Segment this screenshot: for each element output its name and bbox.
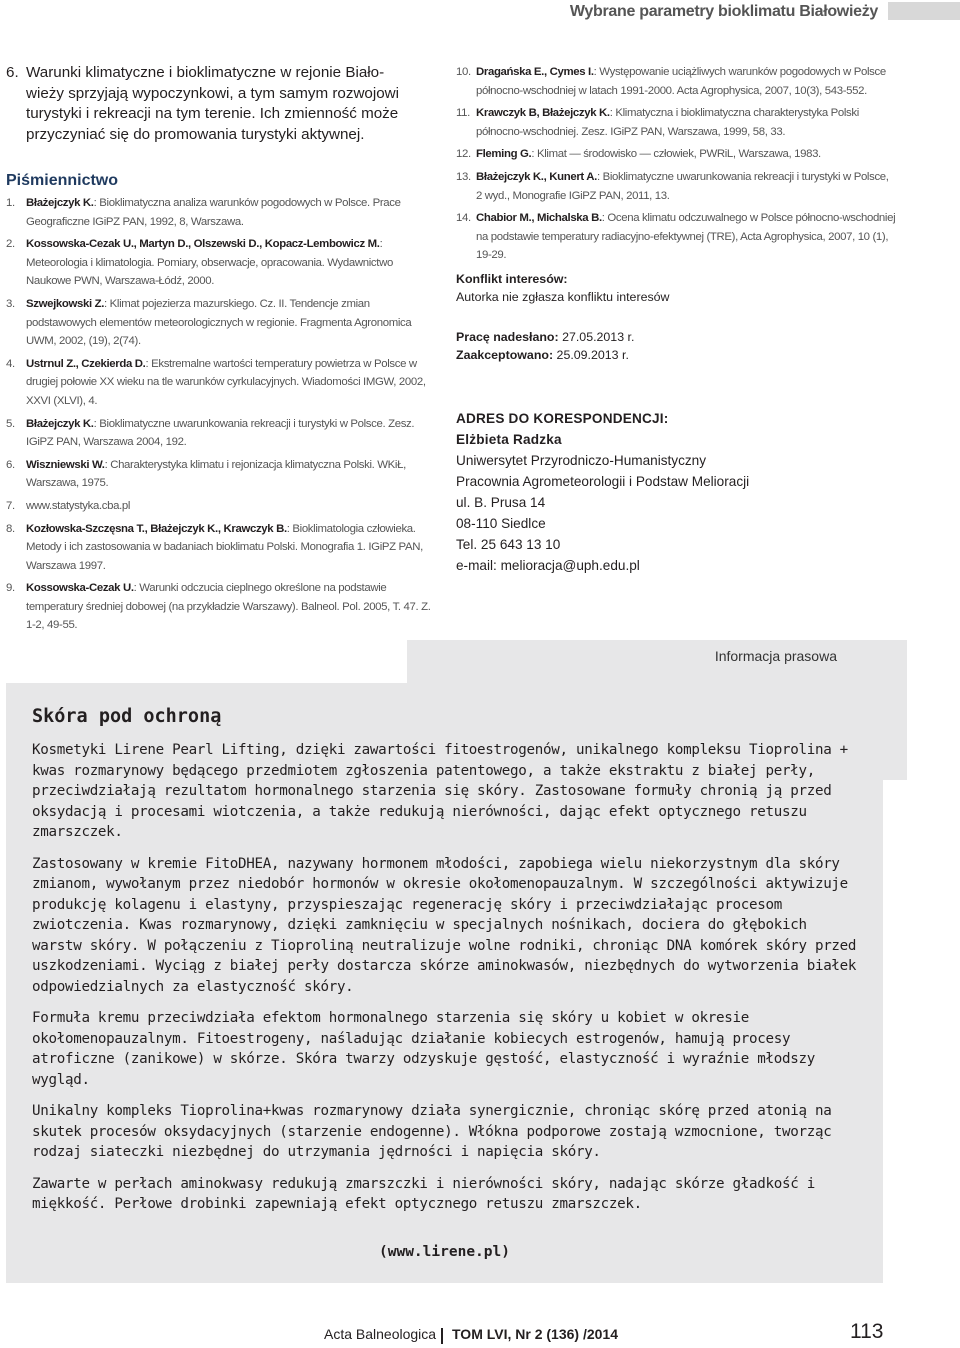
references-heading: Piśmiennictwo bbox=[6, 172, 119, 189]
submission-dates bbox=[456, 328, 896, 364]
running-header-title: Wybrane parametry bioklimatu Białowieży bbox=[569, 3, 878, 20]
reference-item: 1. Błażejczyk K.: Bioklimatyczna analiza warunków pogodowych w Polsce. Prace Geograficzne IGiPZ PAN, 1992, 8, Warszawa. bbox=[6, 197, 401, 228]
footer-divider bbox=[441, 1328, 443, 1344]
press-title: Skóra pod ochroną bbox=[32, 706, 222, 727]
reference-item: 6. Wiszniewski W.: Charakterystyka klimatu i rejonizacja klimatyczna Polski. WKiŁ, Warszawa, 1975. bbox=[6, 458, 406, 490]
conclusion-item bbox=[6, 63, 436, 145]
received-date: 27.05.2013 r. bbox=[562, 330, 635, 344]
reference-url[interactable]: www.statystyka.cba.pl bbox=[26, 499, 131, 512]
header-decoration-bar bbox=[888, 2, 960, 20]
reference-item: 13. Błażejczyk K., Kunert A.: Bioklimatyczne uwarunkowania rekreacji i turystyki w Polsce, 2 wyd., Monografie IGiPZ PAN, 2011, 13. bbox=[456, 170, 889, 202]
journal-name: Acta Balneologica bbox=[324, 1326, 437, 1342]
press-paragraph: Kosmetyki Lirene Pearl Lifting, dzięki zawartości fitoestrogenów, unikalnego kompleksu Tioprolina + kwas rozmarynowy będącego przedmiotem zgłoszenia patentowego, a także ekstraktu z białej perły, przeciwdziałają rezultatom hormonalnego starzenia się skóry. Zastosowane formuły chronią ją przed oksydacją i procesami wiotczenia, a także redukują nierówności, dając efekt optycznego retuszu zmarszczek. bbox=[32, 742, 848, 840]
address-line: 08-110 Siedlce bbox=[456, 516, 546, 531]
reference-item: 8. Kozłowska-Szczęsna T., Błażejczyk K., Krawczyk B.: Bioklimatologia człowieka. Metody i ich zastosowania w badaniach bioklimatu Polski. Monografia 1. IGiPZ PAN, Warszawa 1997. bbox=[6, 522, 423, 572]
reference-item: 5. Błażejczyk K.: Bioklimatyczne uwarunkowania rekreacji i turystyki w Polsce. Zesz. IGiPZ PAN, Warszawa 2004, 192. bbox=[6, 417, 415, 449]
press-paragraph: Formuła kremu przeciwdziała efektom hormonalnego starzenia się skóry u kobiet w okresie okołomenopauzalnym. Fitoestrogeny, naśladując działanie kobiecych estrogenów, hamują procesy atroficzne (zanikowe) w skórze. Skóra twarzy odzyskuje gęstość, elastyczność i wyraźnie młodszy wygląd. bbox=[32, 1010, 815, 1088]
references-list-right bbox=[456, 63, 896, 269]
reference-item: 4. Ustrnul Z., Czekierda D.: Ekstremalne wartości temperatury powietrza w Polsce w drugiej połowie XX wieku na tle warunków cyrkulacyjnych. Wiadomości IMGW, 2002, XXVI (XLVI), 4. bbox=[6, 357, 426, 407]
conclusion-line: Warunki klimatyczne i bioklimatyczne w rejonie Biało- bbox=[26, 64, 385, 81]
conclusion-line: przyczyniać się do promowania turystyki aktywnej. bbox=[26, 125, 365, 143]
reference-item: 7. www.statystyka.cba.pl bbox=[6, 499, 131, 512]
conflict-title: Konflikt interesów: bbox=[456, 272, 568, 286]
press-info-label: Informacja prasowa bbox=[714, 648, 837, 664]
phone: Tel. 25 643 13 10 bbox=[456, 537, 561, 552]
reference-item: 11. Krawczyk B, Błażejczyk K.: Klimatyczna i bioklimatyczna charakterystyka Polski północno-wschodniej. Zesz. IGiPZ PAN, Warszawa, 1999, 58, 33. bbox=[456, 107, 859, 138]
conclusion-line: wieży sprzyjają wypoczynkowi, a tym samym rozwojowi bbox=[26, 84, 400, 102]
references-list-left bbox=[6, 194, 434, 639]
address-line: Uniwersytet Przyrodniczo-Humanistyczny bbox=[456, 453, 707, 468]
correspondence-address bbox=[456, 408, 896, 576]
reference-item: 9. Kossowska-Cezak U.: Warunki odczucia cieplnego określone na podstawie temperatury średniej dobowej (na przykładzie Warszawy). Balneol. Pol. 2005, T. 47. Z. 1-2, 49-55. bbox=[6, 582, 431, 632]
conflict-of-interest bbox=[456, 270, 896, 306]
accepted-date: 25.09.2013 r. bbox=[556, 348, 629, 362]
email-link[interactable]: e-mail: melioracja@uph.edu.pl bbox=[456, 558, 640, 573]
page-footer bbox=[0, 1320, 960, 1348]
reference-item: 14. Chabior M., Michalska B.: Ocena klimatu odczuwalnego w Polsce północno-wschodniej na podstawie temperatury radiacyjno-efektywnej (TRE), Acta Agrophysica, 2007, 10 (1), 19-29. bbox=[456, 212, 896, 262]
address-line: Pracownia Agrometeorologii i Podstaw Melioracji bbox=[456, 474, 750, 489]
press-paragraph: Unikalny kompleks Tioprolina+kwas rozmarynowy działa synergicznie, chroniąc skórę przed atonią na skutek procesów oksydacyjnych (starzenie endogenne). Włókna podporowe zostają wzmocnione, tworząc rodzaj siateczki niezbędnej do utrzymania jędrności i napięcia skóry. bbox=[32, 1103, 832, 1160]
press-website-link[interactable]: (www.lirene.pl) bbox=[379, 1244, 510, 1260]
conclusion-number: 6. bbox=[6, 64, 19, 81]
conflict-text: Autorka nie zgłasza konfliktu interesów bbox=[456, 290, 670, 304]
reference-item: 12. Fleming G.: Klimat — środowisko — człowiek, PWRiL, Warszawa, 1983. bbox=[456, 148, 821, 161]
accepted-label: Zaakceptowano: bbox=[456, 348, 554, 362]
press-paragraph: Zastosowany w kremie FitoDHEA, nazywany hormonem młodości, zapobiega wielu niekorzystnym dla skóry zmianom, wywołanym przez niedobór hormonów w okresie okołomenopauzalnym. W szczególności aktywizuje produkcję kolagenu i elastyny, przyspieszając regenerację skóry i przeciwdziałając procesom zwiotczenia. Kwas rozmarynowy, dzięki zamknięciu w specjalnych nośnikach, dociera do głębokich warstw skóry. W połączeniu z Tioproliną neutralizuje wolne rodniki, chroniąc DNA komórek skóry przed uszkodzeniami. Wyciąg z białej perły dostarcza skórze aminokwasów, niezbędnych do wytworzenia białek odpowiedzialnych za elastyczność skóry. bbox=[32, 855, 857, 995]
page-number: 113 bbox=[850, 1320, 884, 1343]
reference-item: 3. Szwejkowski Z.: Klimat pojezierza mazurskiego. Cz. II. Tendencje zmian podstawowych elementów meteorologicznych w regionie. Fragmenta Agronomica UWM, 2002, (19), 2(74). bbox=[6, 297, 412, 348]
reference-item: 2. Kossowska-Cezak U., Martyn D., Olszewski D., Kopacz-Lembowicz M.: Meteorologia i klimatologia. Pomiary, obserwacje, opracowania. Wydawnictwo Naukowe PWN, Warszawa-Łódź, 2000. bbox=[6, 238, 393, 288]
press-body bbox=[32, 740, 862, 1226]
received-label: Pracę nadesłano: bbox=[456, 330, 559, 344]
conclusion-line: turystyki i rekreacji na tym terenie. Ich zmienność może bbox=[26, 105, 399, 122]
address-line: ul. B. Prusa 14 bbox=[456, 495, 546, 510]
press-paragraph: Zawarte w perłach aminokwasy redukują zmarszczki i nierówności skóry, nadając skórze gładkość i miękkość. Perłowe drobinki zapewniają efekt optycznego retuszu zmarszczek. bbox=[32, 1175, 815, 1212]
journal-issue: TOM LVI, Nr 2 (136) /2014 bbox=[452, 1326, 618, 1342]
address-title: ADRES DO KORESPONDENCJI: bbox=[456, 411, 669, 426]
author-name: Elżbieta Radzka bbox=[456, 432, 562, 447]
reference-item: 10. Dragańska E., Cymes I.: Występowanie uciążliwych warunków pogodowych w Polsce północno-wschodniej w latach 1991-2000. Acta Agrophysica, 2007, 10(3), 543-552. bbox=[456, 66, 886, 97]
